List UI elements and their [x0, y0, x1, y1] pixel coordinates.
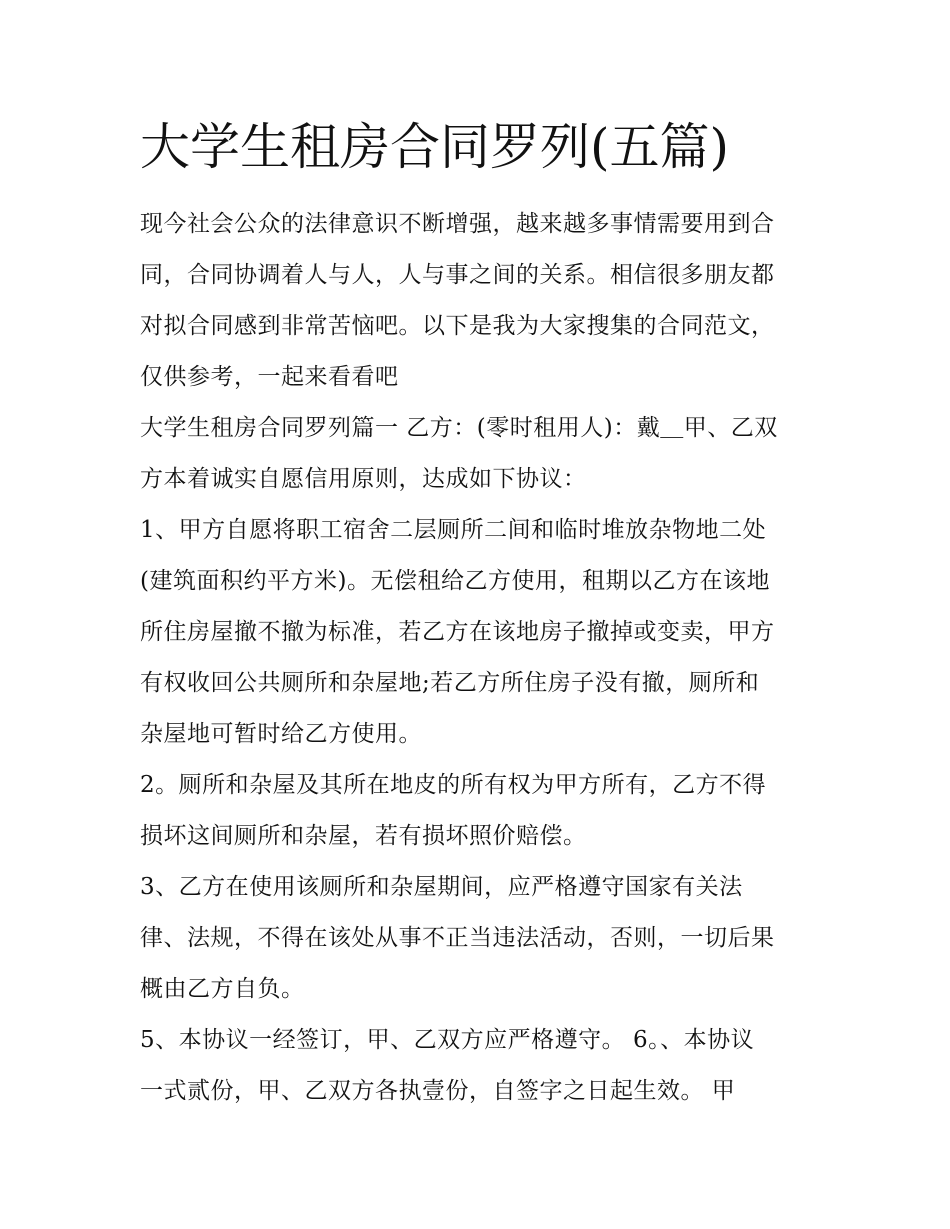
body-line: 1、甲方自愿将职工宿舍二层厕所二间和临时堆放杂物地二处 — [140, 517, 767, 543]
body-line: 同，合同协调着人与人，人与事之间的关系。相信很多朋友都 — [140, 262, 775, 288]
body-line: 大学生租房合同罗列篇一 乙方：(零时租用人)：戴＿甲、乙双 — [140, 415, 778, 441]
body-line: 对拟合同感到非常苦恼吧。以下是我为大家搜集的合同范文， — [140, 313, 775, 339]
body-line: 方本着诚实自愿信用原则，达成如下协议： — [140, 466, 587, 492]
body-line: 损坏这间厕所和杂屋，若有损坏照价赔偿。 — [140, 823, 587, 849]
body-line: 5、本协议一经签订，甲、乙双方应严格遵守。 6。、本协议 — [140, 1027, 755, 1053]
body-line: (建筑面积约平方米)。无偿租给乙方使用，租期以乙方在该地 — [140, 568, 770, 594]
body-line: 杂屋地可暂时给乙方使用。 — [140, 721, 422, 747]
document-title: 大学生租房合同罗列(五篇) — [140, 118, 730, 176]
body-line: 2。厕所和杂屋及其所在地皮的所有权为甲方所有，乙方不得 — [140, 772, 767, 798]
body-line: 一式贰份，甲、乙双方各执壹份，自签字之日起生效。 甲 — [140, 1078, 736, 1104]
body-line: 所住房屋撤不撤为标准，若乙方在该地房子撤掉或变卖，甲方 — [140, 619, 775, 645]
body-line: 律、法规，不得在该处从事不正当违法活动，否则，一切后果 — [140, 925, 775, 951]
document-body — [140, 199, 820, 1117]
body-line: 现今社会公众的法律意识不断增强，越来越多事情需要用到合 — [140, 211, 775, 237]
body-line: 仅供参考，一起来看看吧 — [140, 364, 399, 390]
body-line: 概由乙方自负。 — [140, 976, 305, 1002]
body-line: 3、乙方在使用该厕所和杂屋期间，应严格遵守国家有关法 — [140, 874, 743, 900]
body-line: 有权收回公共厕所和杂屋地;若乙方所住房子没有撤，厕所和 — [140, 670, 760, 696]
